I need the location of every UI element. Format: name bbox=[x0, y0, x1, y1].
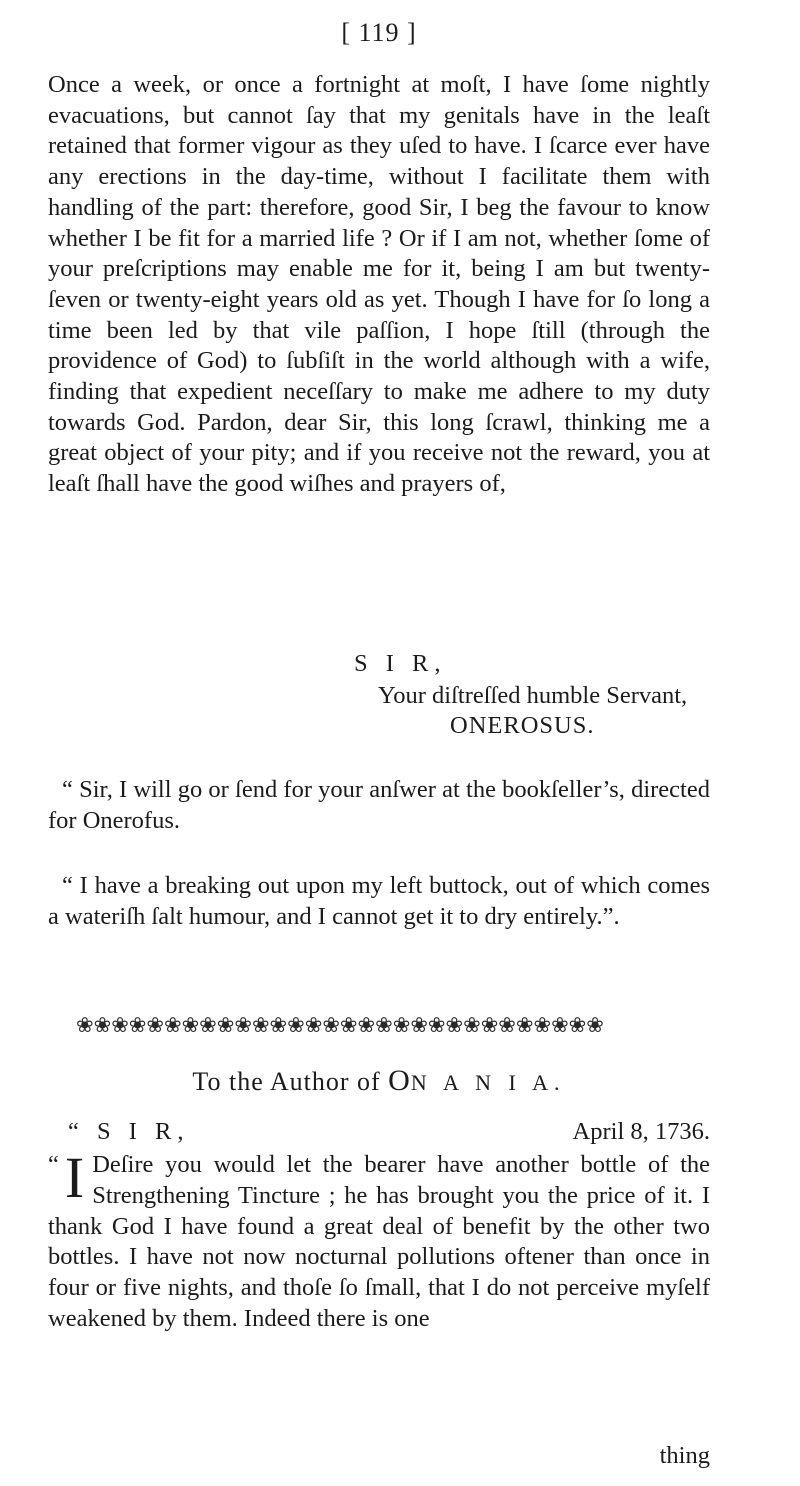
letter-paragraph: Once a week, or once a fortnight at moſt, I have ſome nightly evacuations, but cannot ſay that my genitals have in the leaſt retained that former vigour as they uſed to have. I ſcarce ever have any erections in the day-time, without I facilitate them with handling of the part: therefore, good Sir, I beg the favour to know whether I be fit for a married life ? Or if I am not, whether ſome of your preſcriptions may enable me for it, being I am but twenty-ſeven or twenty-eight years old as yet. Though I have for ſo long a time been led by that vile paſſion, I hope ſtill (through the providence of God) to ſubſiſt in the world although with a wife, finding that expedient neceſſary to make me adhere to my duty towards God. Pardon, dear Sir, this long ſcrawl, thinking me a great object of your pity; and if you receive not the reward, you at leaſt ſhall have the good wiſhes and prayers of, bbox=[48, 71, 710, 498]
letter-salutation: “ S I R, bbox=[68, 1118, 190, 1145]
letter-signature: ONEROSUS. bbox=[450, 712, 595, 739]
catchword: thing bbox=[659, 1442, 710, 1469]
drop-cap: I bbox=[64, 1145, 85, 1210]
letter-paragraph bbox=[48, 1145, 710, 1335]
letter-salutation: S I R, bbox=[354, 650, 447, 677]
letter-date: April 8, 1736. bbox=[572, 1118, 710, 1145]
letter-closing: Your diſtreſſed humble Servant, bbox=[378, 682, 688, 709]
heading-rest: N A N I A. bbox=[410, 1070, 566, 1095]
opening-quote: “ bbox=[48, 1151, 59, 1178]
heading-prefix: To the Author of bbox=[192, 1067, 381, 1096]
letter-body bbox=[48, 70, 710, 500]
page-number: [ 119 ] bbox=[341, 18, 417, 47]
postscript-note: “ I have a breaking out upon my left buttock, out of which comes a wateriſh ſalt humour, and I cannot get it to dry entirely.”. bbox=[48, 872, 710, 930]
ornament-divider: ❀❀❀❀❀❀❀❀❀❀❀❀❀❀❀❀❀❀❀❀❀❀❀❀❀❀❀❀❀❀ bbox=[76, 1013, 604, 1037]
letter-text: Deſire you would let the bearer have another bottle of the Strengthening Tincture ; he has brought you the price of it. I thank God I have found a great deal of benefit by the other two bottles. I have not now nocturnal pollutions oftener than once in four or five nights, and thoſe ſo ſmall, that I do not perceive myſelf weakened by them. Indeed there is one bbox=[48, 1151, 710, 1332]
letter-body bbox=[48, 1145, 710, 1335]
section-heading bbox=[48, 1064, 710, 1098]
letter-header bbox=[68, 1118, 710, 1146]
heading-initial: O bbox=[388, 1064, 411, 1097]
postscript-note: “ Sir, I will go or ſend for your anſwer at the bookſeller’s, directed for Onerofus. bbox=[48, 776, 710, 834]
